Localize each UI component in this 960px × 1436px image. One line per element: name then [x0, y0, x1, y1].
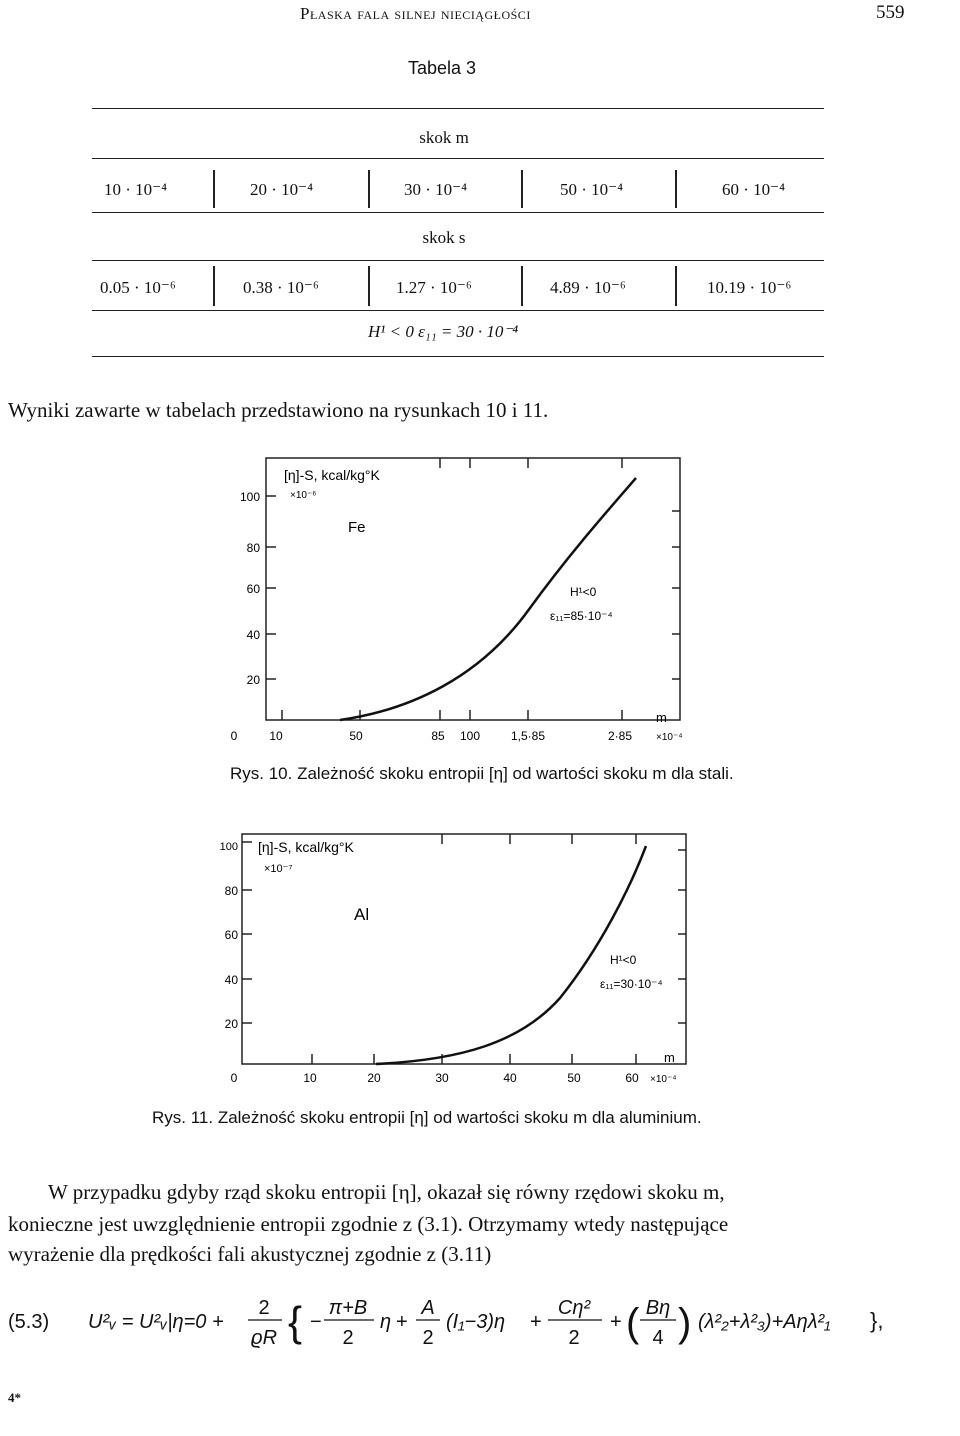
x-tick-label: 1,5·85 — [510, 729, 546, 743]
x-tick-label: 10 — [303, 1071, 317, 1085]
x-tick-label: 0 — [230, 1071, 238, 1085]
svg-text:(: ( — [626, 1301, 640, 1345]
condition-label: H¹<0 — [570, 585, 597, 599]
table-vsep — [675, 170, 677, 208]
y-tick-label: 60 — [246, 582, 260, 596]
x-tick-label: 40 — [503, 1071, 517, 1085]
table-vsep — [675, 266, 677, 306]
equation-lhs: U²ᵥ = U²ᵥ|η=0 + — [88, 1311, 224, 1333]
x-tick-label: 50 — [349, 729, 363, 743]
svg-text:+: + — [396, 1311, 408, 1333]
x-scale-label: ×10⁻⁴ — [650, 1074, 677, 1085]
term2-num: A — [421, 1297, 435, 1319]
plot-frame — [242, 834, 686, 1064]
strain-label: ε₁₁=85·10⁻⁴ — [550, 609, 613, 623]
table-rule-2 — [92, 212, 824, 213]
figure-10-caption: Rys. 10. Zależność skoku entropii [η] od wartości skoku m dla stali. — [230, 764, 734, 783]
y-tick-label: 80 — [246, 541, 260, 555]
table-vsep — [521, 170, 523, 208]
material-label: Fe — [348, 519, 366, 536]
x-tick-label: 2·85 — [607, 729, 633, 743]
equation-tail: }, — [870, 1308, 884, 1333]
condition-label: H¹<0 — [610, 953, 637, 967]
table-cell-s: 0.05 · 10⁻⁶ — [100, 278, 176, 297]
svg-text:+: + — [610, 1311, 622, 1333]
x-tick-label: 50 — [567, 1071, 581, 1085]
svg-text:+: + — [530, 1311, 542, 1333]
table-cell-m: 60 · 10⁻⁴ — [722, 180, 786, 199]
fraction-denominator: ϱR — [250, 1327, 278, 1349]
x-tick-label: 85 — [431, 729, 445, 743]
x-tick-label: 20 — [367, 1071, 381, 1085]
table-cell-s: 0.38 · 10⁻⁶ — [243, 278, 319, 297]
equation-5-3 — [8, 1288, 958, 1368]
term3-num: Cη² — [557, 1297, 591, 1319]
x-tick-label: 10 — [269, 729, 283, 743]
y-tick-label: 20 — [246, 673, 260, 687]
x-variable-label: m — [656, 710, 667, 725]
body-paragraph: Wyniki zawarte w tabelach przedstawiono na rysunkach 10 i 11. — [8, 398, 549, 422]
x-tick-label: 30 — [435, 1071, 449, 1085]
running-header: Płaska fala silnej nieciągłości — [300, 4, 531, 23]
table-vsep — [368, 170, 370, 208]
table-s-header: skok s — [422, 228, 466, 247]
table-vsep — [368, 266, 370, 306]
y-tick-label: 100 — [219, 841, 238, 853]
table-cell-m: 10 · 10⁻⁴ — [104, 180, 168, 199]
entropy-curve-al — [376, 846, 646, 1064]
page-number: 559 — [876, 2, 905, 23]
term2-body: (I₁−3)η — [446, 1311, 506, 1333]
table-m-header: skok m — [419, 128, 469, 147]
table-rule-4 — [92, 310, 824, 311]
x-tick-label: 100 — [459, 729, 481, 743]
table-cell-s: 10.19 · 10⁻⁶ — [707, 278, 792, 297]
equation-number: (5.3) — [8, 1311, 50, 1333]
y-tick-label: 40 — [224, 973, 238, 987]
x-variable-label: m — [664, 1050, 675, 1065]
table-rule-bottom — [92, 356, 824, 357]
y-axis-label: [η]-S, kcal/kg°K — [284, 467, 380, 483]
y-tick-label: 40 — [246, 628, 260, 642]
table-title: Tabela 3 — [408, 58, 477, 78]
body-paragraph-line: konieczne jest uwzględnienie entropii zgodnie z (3.1). Otrzymamy wtedy następujące — [8, 1212, 729, 1236]
y-axis-label: [η]-S, kcal/kg°K — [258, 839, 354, 855]
x-tick-label: 60 — [625, 1071, 639, 1085]
table-vsep — [213, 170, 215, 208]
term2-den: 2 — [422, 1327, 434, 1349]
table-cell-s: 1.27 · 10⁻⁶ — [396, 278, 472, 297]
y-tick-label: 80 — [224, 884, 238, 898]
figure-11-caption: Rys. 11. Zależność skoku entropii [η] od wartości skoku m dla aluminium. — [152, 1108, 702, 1127]
y-tick-label: 100 — [239, 490, 260, 504]
figure-10 — [210, 448, 710, 758]
table-cell-m: 50 · 10⁻⁴ — [560, 180, 624, 199]
left-brace: { — [288, 1298, 303, 1345]
term4-num: Bη — [645, 1297, 671, 1319]
term4-den: 4 — [652, 1327, 664, 1349]
table-cell-m: 20 · 10⁻⁴ — [250, 180, 314, 199]
material-label: Al — [354, 905, 370, 924]
term1-den: 2 — [342, 1327, 354, 1349]
table-condition: H¹ < 0 ε₁₁ = 30 · 10⁻⁴ — [368, 322, 519, 341]
y-scale-label: ×10⁻⁶ — [290, 490, 317, 501]
term1-num: π+B — [328, 1297, 368, 1319]
term1-var: η — [380, 1311, 392, 1333]
x-tick-label: 0 — [230, 729, 238, 743]
y-tick-label: 20 — [224, 1017, 238, 1031]
body-paragraph-line: W przypadku gdyby rząd skoku entropii [η], okazał się równy rzędowi skoku m, — [48, 1180, 725, 1204]
body-paragraph-line: wyrażenie dla prędkości fali akustycznej zgodnie z (3.11) — [8, 1242, 492, 1266]
y-tick-label: 60 — [224, 928, 238, 942]
table-vsep — [213, 266, 215, 306]
term4-body: (λ²₂+λ²₃)+Aηλ²₁ — [698, 1311, 831, 1333]
footer-signature-mark: 4* — [8, 1390, 21, 1405]
svg-text:): ) — [678, 1301, 692, 1345]
table-vsep — [521, 266, 523, 306]
x-scale-label: ×10⁻⁴ — [656, 732, 683, 743]
table-cell-s: 4.89 · 10⁻⁶ — [550, 278, 626, 297]
table-cell-m: 30 · 10⁻⁴ — [404, 180, 468, 199]
entropy-curve-fe — [340, 478, 636, 720]
table-rule-3 — [92, 260, 824, 261]
table-rule-top — [92, 108, 824, 109]
y-scale-label: ×10⁻⁷ — [264, 863, 293, 875]
strain-label: ε₁₁=30·10⁻⁴ — [600, 977, 663, 991]
fraction-numerator: 2 — [258, 1297, 270, 1319]
table-rule-1 — [92, 158, 824, 159]
term3-den: 2 — [568, 1327, 580, 1349]
figure-11 — [200, 828, 720, 1098]
svg-text:−: − — [310, 1311, 322, 1333]
